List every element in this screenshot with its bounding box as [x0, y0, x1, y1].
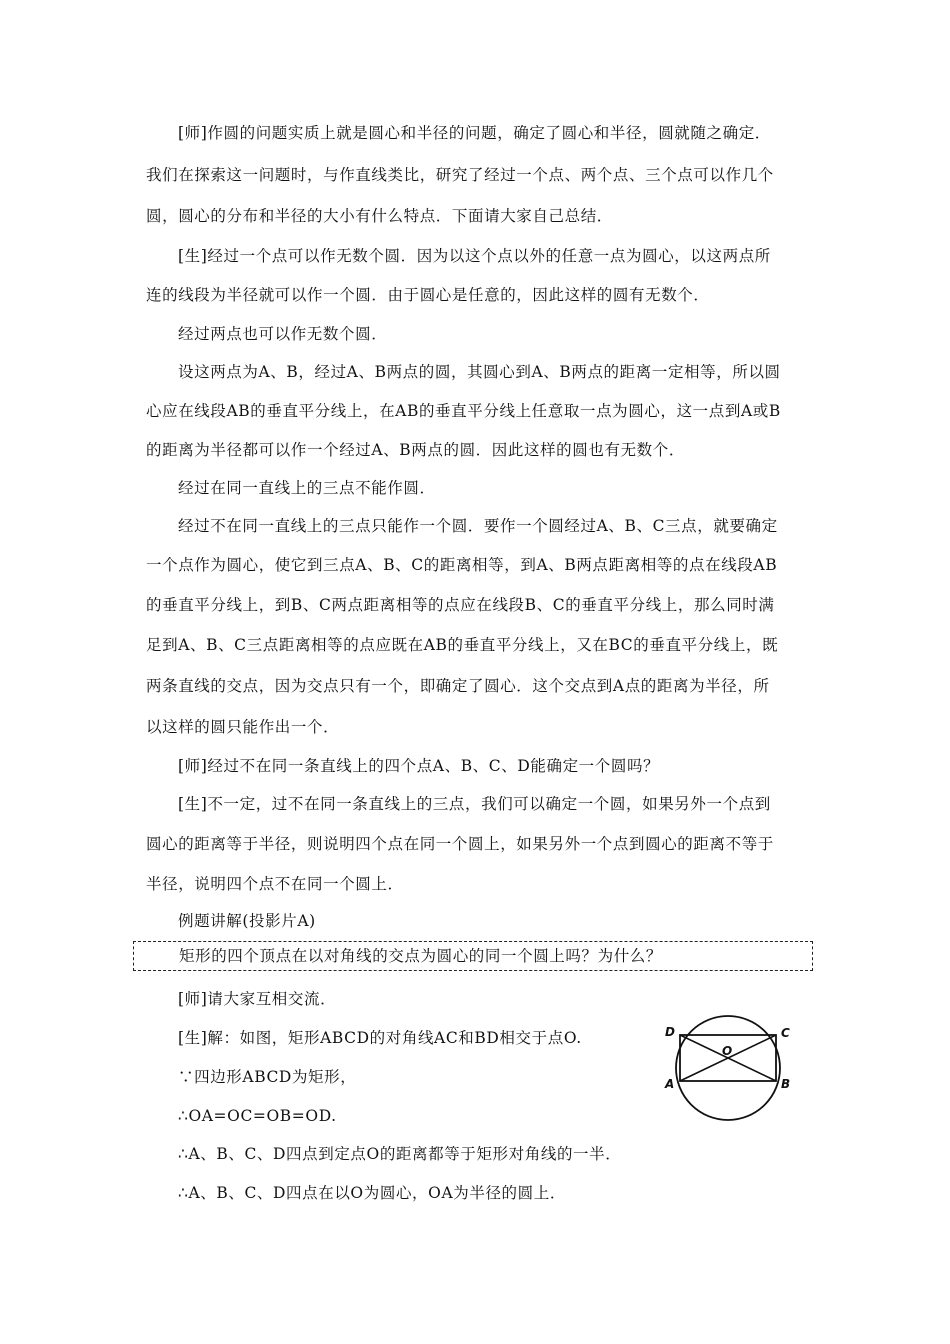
- paragraph-line: 圆心的距离等于半径，则说明四个点在同一个圆上，如果另外一个点到圆心的距离不等于: [146, 835, 774, 853]
- solution-line: ∴A、B、C、D四点到定点O的距离都等于矩形对角线的一半．: [178, 1145, 622, 1163]
- paragraph-line: [生]不一定，过不在同一条直线上的三点，我们可以确定一个圆，如果另外一个点到: [178, 795, 771, 813]
- label-c: C: [781, 1026, 790, 1040]
- paragraph-line: 经过两点也可以作无数个圆．: [178, 325, 388, 343]
- paragraph-line: [生]经过一个点可以作无数个圆．因为以这个点以外的任意一点为圆心，以这两点所: [178, 247, 771, 265]
- boxed-question: [133, 941, 813, 971]
- solution-line: ∴A、B、C、D四点在以O为圆心，OA为半径的圆上．: [178, 1184, 566, 1202]
- paragraph-line: 的距离为半径都可以作一个经过A、B两点的圆．因此这样的圆也有无数个．: [146, 441, 685, 459]
- label-b: B: [781, 1077, 791, 1091]
- paragraph-line: 例题讲解(投影片A): [178, 912, 316, 930]
- paragraph-line: 一个点作为圆心，使它到三点A、B、C的距离相等，到A、B两点距离相等的点在线段AB: [146, 556, 778, 574]
- paragraph-line: 连的线段为半径就可以作一个圆．由于圆心是任意的，因此这样的圆有无数个．: [146, 286, 710, 304]
- paragraph-line: [师]经过不在同一条直线上的四个点A、B、C、D能确定一个圆吗？: [178, 757, 660, 775]
- circumscribed-circle: [676, 1016, 780, 1120]
- solution-line: ∴OA=OC=OB=OD.: [178, 1107, 337, 1125]
- paragraph-line: 设这两点为A、B，经过A、B两点的圆，其圆心到A、B两点的距离一定相等，所以圆: [178, 363, 781, 381]
- paragraph-line: 心应在线段AB的垂直平分线上，在AB的垂直平分线上任意取一点为圆心，这一点到A或B: [146, 402, 781, 420]
- solution-line: [师]请大家互相交流．: [178, 990, 337, 1008]
- paragraph-line: 经过不在同一直线上的三点只能作一个圆．要作一个圆经过A、B、C三点，就要确定: [178, 517, 778, 535]
- circle-rectangle-figure: [660, 1015, 800, 1121]
- label-o: O: [722, 1044, 733, 1058]
- paragraph-line: [师]作圆的问题实质上就是圆心和半径的问题，确定了圆心和半径，圆就随之确定．: [178, 124, 771, 142]
- paragraph-line: 经过在同一直线上的三点不能作圆．: [178, 479, 436, 497]
- paragraph-line: 足到A、B、C三点距离相等的点应既在AB的垂直平分线上，又在BC的垂直平分线上，既: [146, 636, 779, 654]
- label-d: D: [665, 1025, 675, 1039]
- paragraph-line: 我们在探索这一问题时，与作直线类比，研究了经过一个点、两个点、三个点可以作几个: [146, 166, 774, 184]
- paragraph-line: 半径，说明四个点不在同一个圆上．: [146, 875, 404, 893]
- paragraph-line: 两条直线的交点，因为交点只有一个，即确定了圆心．这个交点到A点的距离为半径，所: [146, 677, 770, 695]
- paragraph-line: 以这样的圆只能作出一个．: [146, 718, 340, 736]
- solution-line: [生]解：如图，矩形ABCD的对角线AC和BD相交于点O.: [178, 1029, 582, 1047]
- boxed-question-text: 矩形的四个顶点在以对角线的交点为圆心的同一个圆上吗？为什么？: [179, 947, 663, 965]
- paragraph-line: 的垂直平分线上，到B、C两点距离相等的点应在线段B、C的垂直平分线上，那么同时满: [146, 596, 775, 614]
- paragraph-line: 圆，圆心的分布和半径的大小有什么特点．下面请大家自己总结．: [146, 207, 613, 225]
- label-a: A: [665, 1077, 675, 1091]
- solution-line: ∵四边形ABCD为矩形，: [178, 1068, 357, 1086]
